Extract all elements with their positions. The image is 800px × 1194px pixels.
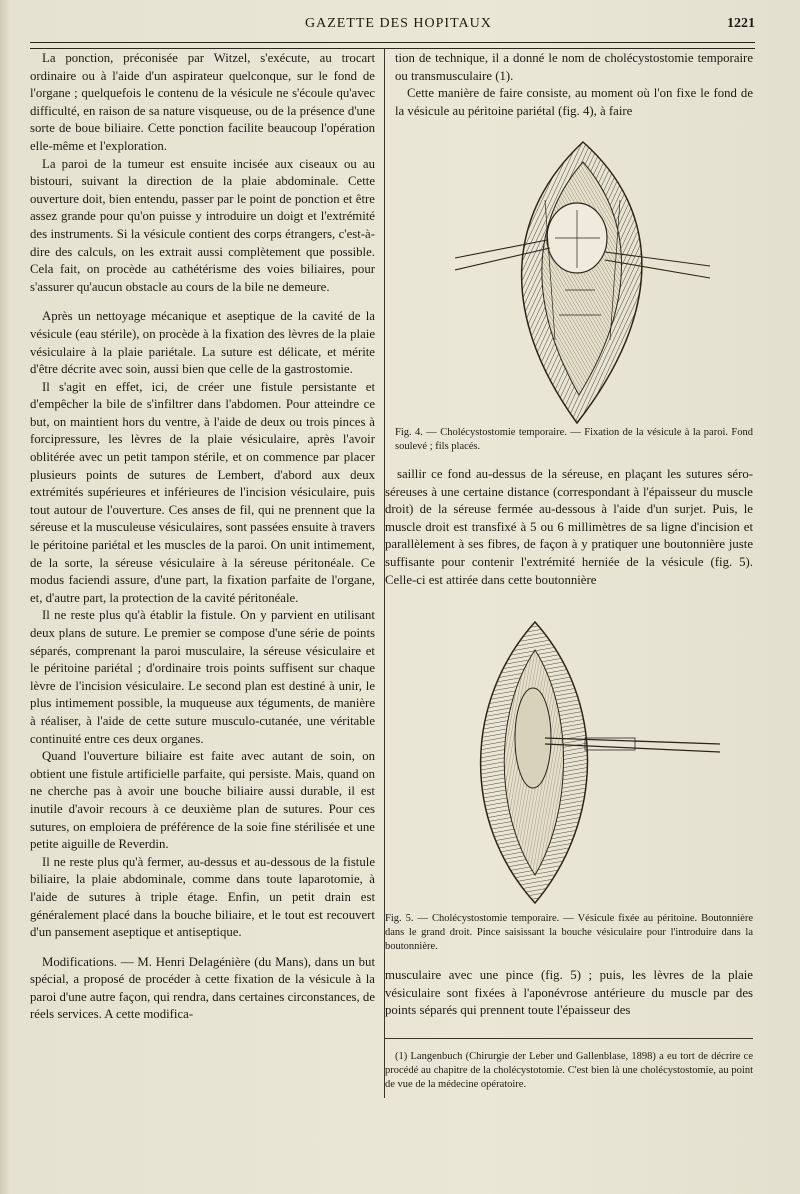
paragraph: Quand l'ouverture biliaire est faite avec autant de soin, on obtient une fistule artificielle parfaite, qui persiste. Mais, quand on ne cherche pas à avoir une bouche biliaire aussi durable, il est inutile d'avoir recours à ce deuxième plan de sutures. Pour ces sutures, on emploiera de préférence de la soie fine stérilisée et une petite aiguille de Reverdin. — [30, 749, 375, 852]
left-column — [30, 50, 375, 1024]
page-number: 1221 — [727, 16, 755, 31]
right-column-top — [395, 50, 753, 120]
paragraph: Cette manière de faire consiste, au moment où l'on fixe le fond de la vésicule au péritoine pariétal (fig. 4), à faire — [395, 86, 753, 118]
right-column-bottom — [385, 967, 753, 1020]
right-column-middle — [385, 466, 753, 589]
figure-5-illustration — [455, 620, 725, 905]
paragraph: La paroi de la tumeur est ensuite incisée aux ciseaux ou au bistouri, suivant la direction de la plaie abdominale. Cette ouverture doit, bien entendu, passer par le point de ponction et être assez grande pour qu'on puisse y introduire un doigt et l'extrémité des instruments. Si la vésicule contient des corps étrangers, c'est-à-dire des calculs, on les extrait aussi complètement que possible. Cela fait, on procède au cathétérisme des voies biliaires, pour s'assurer qu'aucun obstacle au cours de la bile ne demeure. — [30, 156, 375, 294]
paragraph: tion de technique, il a donné le nom de cholécystostomie temporaire ou transmusculaire (1). — [395, 51, 753, 83]
paragraph: Il ne reste plus qu'à fermer, au-dessus et au-dessous de la fistule biliaire, la plaie abdominale, comme dans toute laparotomie, à l'aide de sutures à triple étage. Enfin, un petit drain est généralement placé dans la bouche biliaire, et le tout est recouvert d'un pansement aseptique et antiseptique. — [30, 854, 375, 940]
figure-4-illustration — [455, 140, 715, 425]
header-rule — [30, 42, 755, 49]
paragraph: La ponction, préconisée par Witzel, s'exécute, au trocart ordinaire ou à l'aide d'un aspirateur quelconque, sur le fond de l'organe ; quelquefois le contenu de la vésicule ne s'écoule qu'avec difficulté, en raison de sa nature visqueuse, ou de la présence d'une sorte de boue biliaire. Cette ponction facilite beaucoup l'opération elle-même et l'exploration. — [30, 51, 375, 153]
footnote — [385, 1050, 753, 1092]
running-title: GAZETTE DES HOPITAUX — [305, 16, 492, 31]
paragraph: Il ne reste plus qu'à établir la fistule. On y parvient en utilisant deux plans de suture. Le premier se compose d'une série de points séparés, comprenant la paroi musculaire, la séreuse vésiculaire et le péritoine pariétal ; d'ordinaire trois points suffisent sur chaque lèvre de l'incision vésiculaire. Le second plan est destiné à unir, le plus intimement possible, la muqueuse aux téguments, de manière à réaliser, à l'aide de cette suture musculo-cutanée, une véritable continuité entre ces deux organes. — [30, 608, 375, 746]
page-header — [30, 16, 755, 40]
figure-5-caption: Fig. 5. — Cholécystostomie temporaire. — Vésicule fixée au péritoine. Boutonnière dans le grand droit. Pince saisissant la bouche vésiculaire pour l'introduire dans la boutonnière. — [385, 913, 753, 952]
paragraph: Modifications. — M. Henri Delagénière (du Mans), dans un but spécial, a proposé de procéder à cette fixation de la vésicule à la paroi d'une autre façon, qui rendra, dans certaines circonstances, de réels services. A cette modifica- — [30, 954, 375, 1022]
paragraph: Il s'agit en effet, ici, de créer une fistule persistante et d'empêcher la bile de s'infiltrer dans l'abdomen. Pour atteindre ce but, on maintient hors du ventre, à l'aide de deux ou trois pinces à forcipressure, les lèvres de la plaie vésiculaire, après l'avoir oblitérée avec un petit tampon stérile, et on commence par placer plusieurs points de sutures de Lembert, d'abord aux deux extrémités supérieures et inférieures de l'incision vésiculaire, puis tout autour de l'ouverture. Ces anses de fil, qui ne prennent que la séreuse et la musculeuse vésiculaires, sont passées ensuite à travers le péritoine pariétal et les muscles de la paroi. On unit intimement, de la sorte, la séreuse vésiculaire à la séreuse péritonéale. Ce modus faciendi assure, d'une part, la fixation parfaite de l'organe, et, d'autre part, la protection de la cavité péritonéale. — [30, 379, 375, 605]
footnote-rule — [385, 1038, 753, 1039]
paragraph: saillir ce fond au-dessus de la séreuse, en plaçant les sutures séro-séreuses à une certaine distance (correspondant à l'épaisseur du muscle droit) de la séreuse fermée au-dessous à l'aide d'un surjet. Puis, le muscle droit est transfixé à 5 ou 6 millimètres de sa ligne d'incision et parallèlement à ses fibres, de façon à y pratiquer une boutonnière juste suffisante pour contenir l'extrémité herniée de la vésicule (fig. 5). Celle-ci est attirée dans cette boutonnière — [385, 467, 753, 587]
footnote-text: (1) Langenbuch (Chirurgie der Leber und Gallenblase, 1898) a eu tort de décrire ce procédé au chapitre de la cholécystotomie. C'est bien là une cholécystostomie, au point de vue de la médecine opératoire. — [385, 1051, 753, 1090]
paragraph: Après un nettoyage mécanique et aseptique de la cavité de la vésicule (eau stérile), on procède à la fixation des lèvres de la plaie vésiculaire à la plaie pariétale. La suture est délicate, et mérite d'être décrite avec soin, aussi bien que celle de la gastrostomie. — [30, 309, 375, 377]
figure-4-caption: Fig. 4. — Cholécystostomie temporaire. — Fixation de la vésicule à la paroi. Fond soulevé ; fils placés. — [395, 427, 753, 452]
paragraph: musculaire avec une pince (fig. 5) ; puis, les lèvres de la plaie vésiculaire sont fixées à l'aponévrose antérieure du muscle par des points séparés qui prennent toute l'épaisseur des — [385, 968, 753, 1018]
